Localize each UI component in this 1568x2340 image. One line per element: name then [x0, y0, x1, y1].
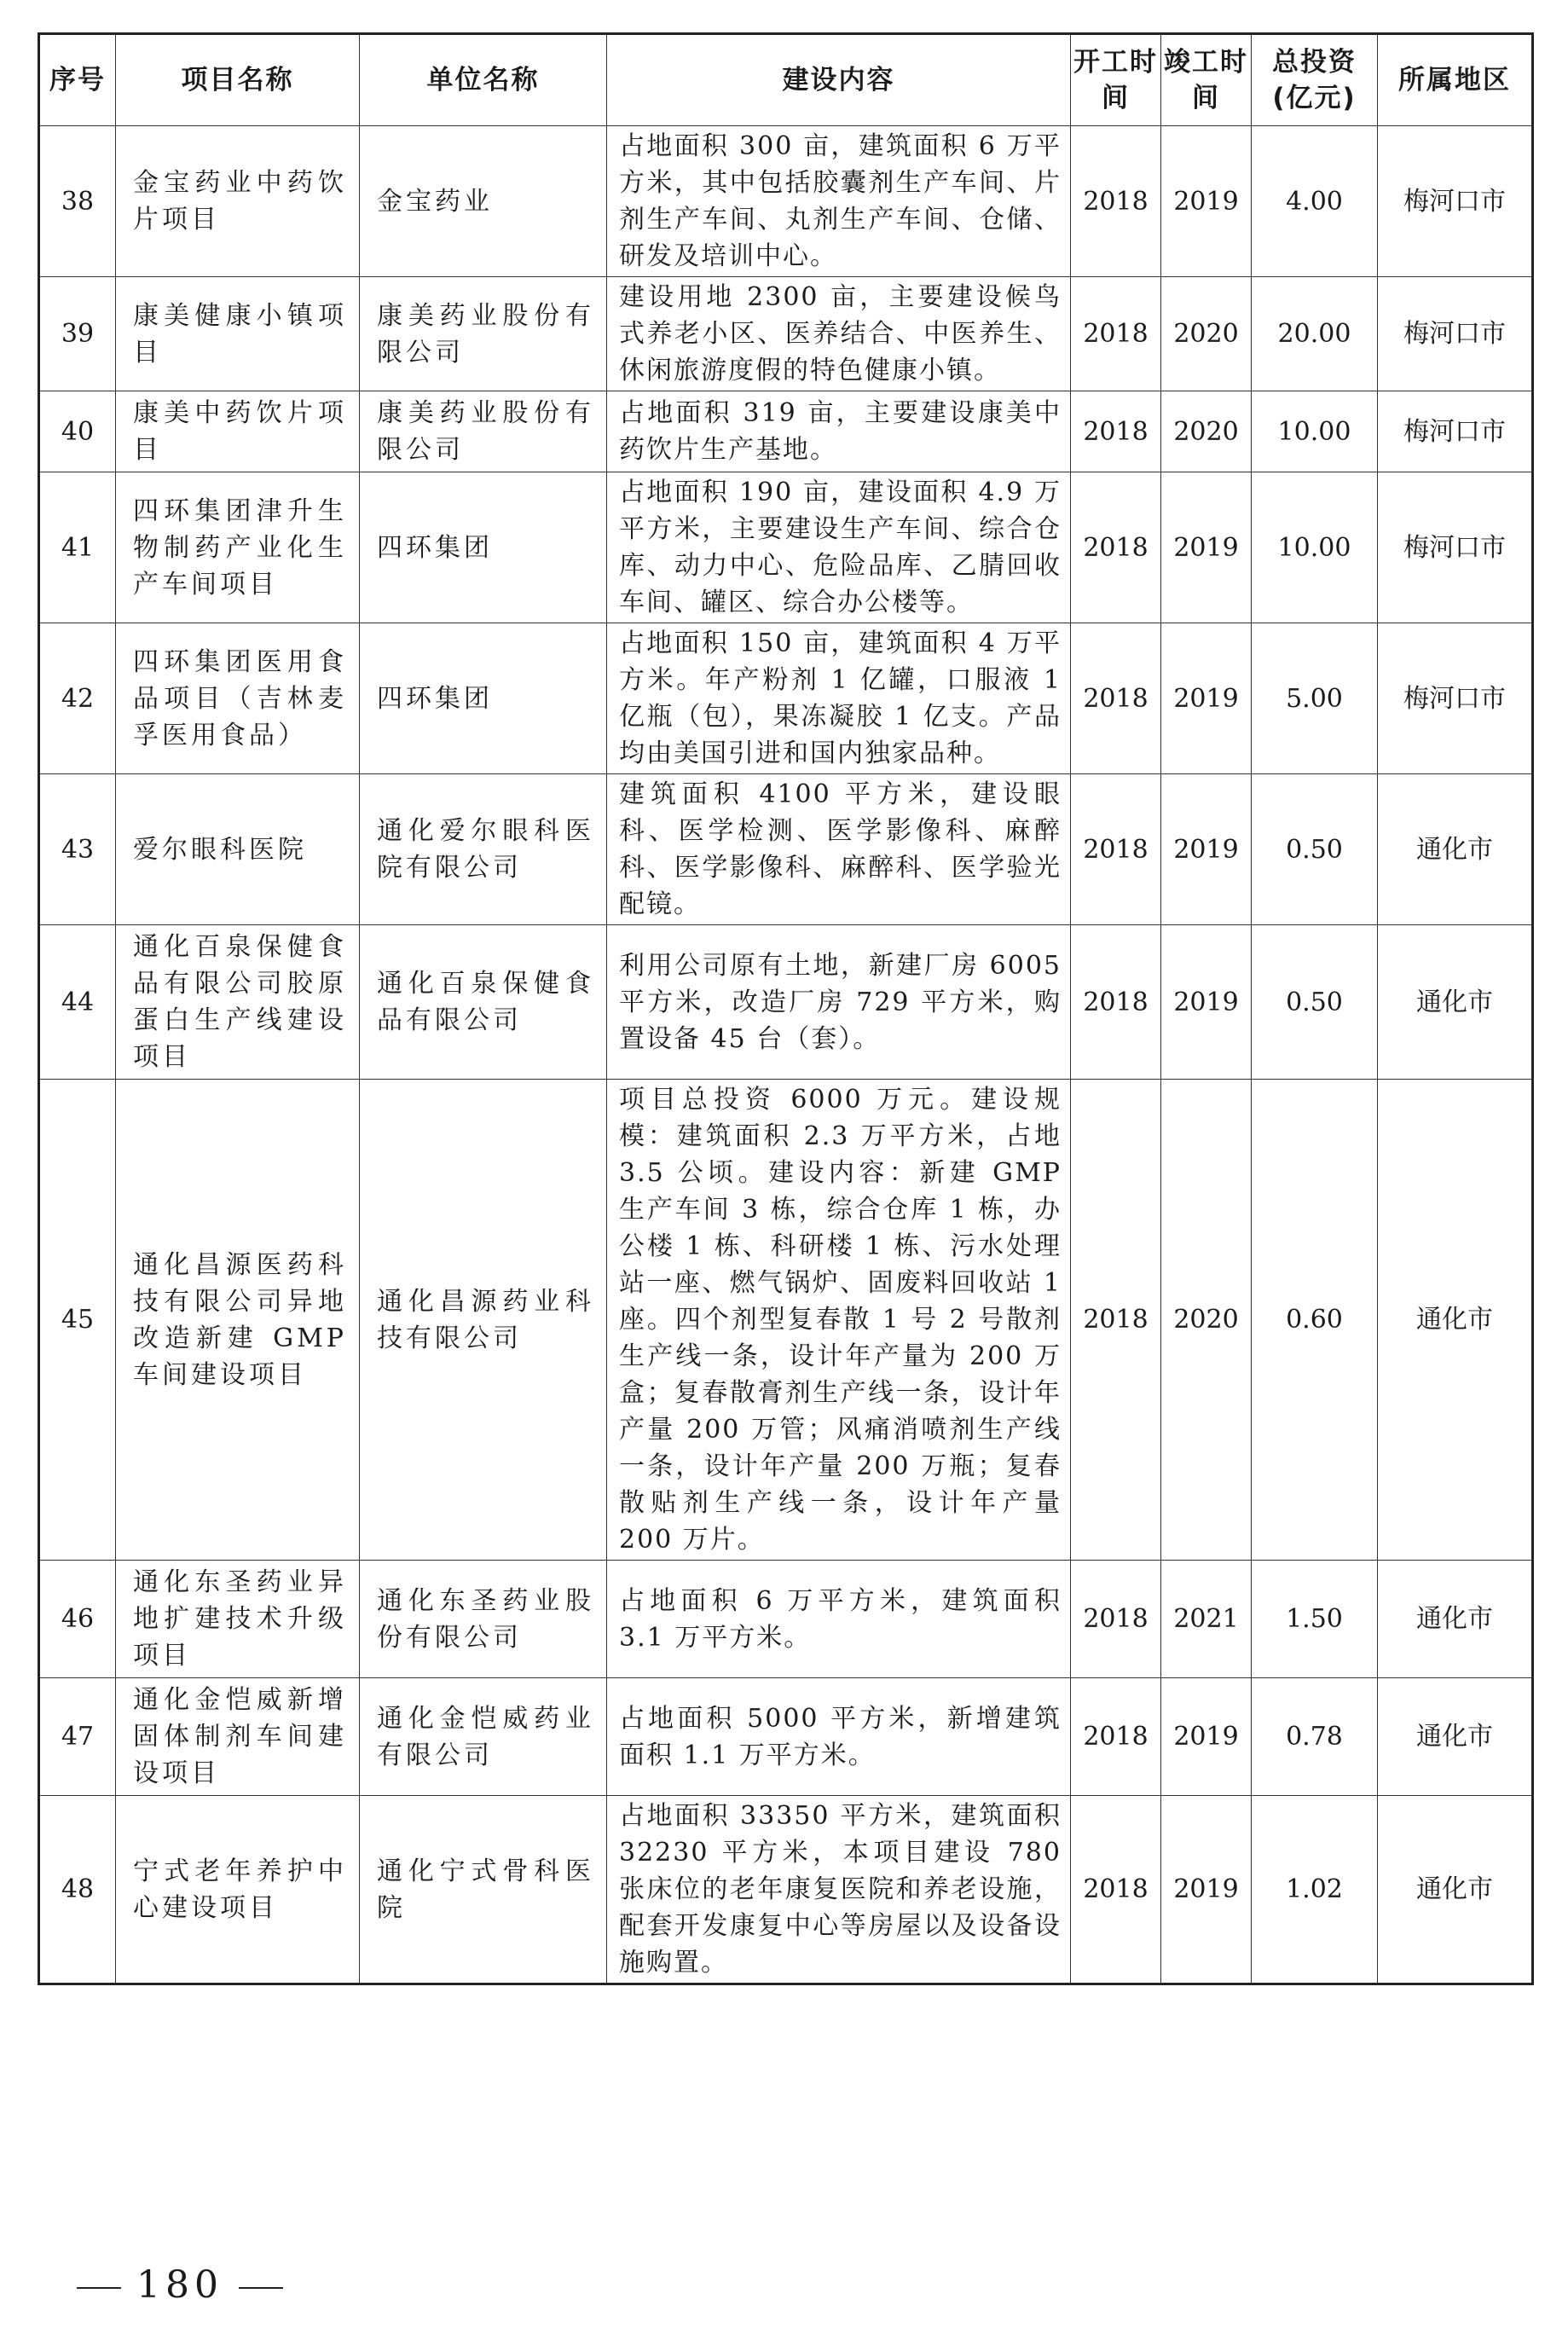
- cell-project: 康美中药饮片项目: [116, 391, 360, 472]
- cell-end: 2019: [1161, 1796, 1252, 1984]
- cell-start: 2018: [1071, 472, 1161, 623]
- cell-end: 2019: [1161, 126, 1252, 277]
- cell-end: 2019: [1161, 774, 1252, 925]
- cell-project: 四环集团津升生物制药产业化生产车间项目: [116, 472, 360, 623]
- cell-content: 建设用地 2300 亩，主要建设候鸟式养老小区、医养结合、中医养生、休闲旅游度假的特色健康小镇。: [607, 277, 1071, 391]
- cell-region: 通化市: [1378, 1796, 1533, 1984]
- cell-unit: 康美药业股份有限公司: [360, 277, 607, 391]
- page-number: 180: [136, 2263, 223, 2307]
- table-row: [39, 623, 1533, 774]
- cell-end: 2019: [1161, 472, 1252, 623]
- header-project: 项目名称: [116, 34, 360, 126]
- cell-content: 占地面积 190 亩，建设面积 4.9 万平方米，主要建设生产车间、综合仓库、动力中心、危险品库、乙腈回收车间、罐区、综合办公楼等。: [607, 472, 1071, 623]
- cell-content: 占地面积 150 亩，建筑面积 4 万平方米。年产粉剂 1 亿罐，口服液 1 亿瓶（包），果冻凝胶 1 亿支。产品均由美国引进和国内独家品种。: [607, 623, 1071, 774]
- header-invest: 总投资(亿元): [1252, 34, 1378, 126]
- cell-unit: 康美药业股份有限公司: [360, 391, 607, 472]
- cell-invest: 0.50: [1252, 774, 1378, 925]
- footer-dash-left: [77, 2287, 121, 2289]
- cell-project: 四环集团医用食品项目（吉林麦孚医用食品）: [116, 623, 360, 774]
- cell-start: 2018: [1071, 623, 1161, 774]
- table-row: [39, 1561, 1533, 1678]
- cell-content: 占地面积 33350 平方米，建筑面积 32230 平方米，本项目建设 780 张床位的老年康复医院和养老设施，配套开发康复中心等房屋以及设备设施购置。: [607, 1796, 1071, 1984]
- table-row: [39, 1796, 1533, 1984]
- page-footer: [61, 2263, 298, 2307]
- cell-unit: 通化宁式骨科医院: [360, 1796, 607, 1984]
- cell-invest: 0.78: [1252, 1678, 1378, 1796]
- cell-invest: 0.60: [1252, 1080, 1378, 1561]
- cell-unit: 通化爱尔眼科医院有限公司: [360, 774, 607, 925]
- cell-start: 2018: [1071, 1080, 1161, 1561]
- cell-end: 2019: [1161, 1678, 1252, 1796]
- cell-content: 占地面积 6 万平方米，建筑面积 3.1 万平方米。: [607, 1561, 1071, 1678]
- cell-start: 2018: [1071, 1678, 1161, 1796]
- cell-unit: 金宝药业: [360, 126, 607, 277]
- cell-region: 通化市: [1378, 1561, 1533, 1678]
- cell-project: 爱尔眼科医院: [116, 774, 360, 925]
- cell-start: 2018: [1071, 1561, 1161, 1678]
- table-row: [39, 126, 1533, 277]
- cell-seq: 42: [39, 623, 116, 774]
- header-content: 建设内容: [607, 34, 1071, 126]
- cell-invest: 5.00: [1252, 623, 1378, 774]
- cell-region: 梅河口市: [1378, 277, 1533, 391]
- cell-end: 2020: [1161, 1080, 1252, 1561]
- header-start: 开工时间: [1071, 34, 1161, 126]
- cell-content: 占地面积 5000 平方米，新增建筑面积 1.1 万平方米。: [607, 1678, 1071, 1796]
- cell-content: 建筑面积 4100 平方米，建设眼科、医学检测、医学影像科、麻醉科、医学影像科、麻醉科、医学验光配镜。: [607, 774, 1071, 925]
- cell-region: 通化市: [1378, 774, 1533, 925]
- cell-start: 2018: [1071, 277, 1161, 391]
- cell-seq: 39: [39, 277, 116, 391]
- cell-invest: 0.50: [1252, 925, 1378, 1080]
- cell-content: 占地面积 300 亩，建筑面积 6 万平方米，其中包括胶囊剂生产车间、片剂生产车间、丸剂生产车间、仓储、研发及培训中心。: [607, 126, 1071, 277]
- cell-project: 通化昌源医药科技有限公司异地改造新建 GMP 车间建设项目: [116, 1080, 360, 1561]
- cell-content: 占地面积 319 亩，主要建设康美中药饮片生产基地。: [607, 391, 1071, 472]
- cell-seq: 45: [39, 1080, 116, 1561]
- table-row: [39, 472, 1533, 623]
- cell-region: 梅河口市: [1378, 391, 1533, 472]
- table-row: [39, 391, 1533, 472]
- cell-project: 通化东圣药业异地扩建技术升级项目: [116, 1561, 360, 1678]
- cell-project: 金宝药业中药饮片项目: [116, 126, 360, 277]
- cell-invest: 10.00: [1252, 391, 1378, 472]
- cell-seq: 44: [39, 925, 116, 1080]
- cell-start: 2018: [1071, 126, 1161, 277]
- project-table-container: [38, 32, 1531, 1985]
- cell-invest: 10.00: [1252, 472, 1378, 623]
- footer-dash-right: [239, 2287, 283, 2289]
- project-table: [38, 32, 1534, 1985]
- table-row: [39, 1080, 1533, 1561]
- cell-start: 2018: [1071, 774, 1161, 925]
- cell-project: 宁式老年养护中心建设项目: [116, 1796, 360, 1984]
- cell-unit: 四环集团: [360, 623, 607, 774]
- cell-unit: 通化东圣药业股份有限公司: [360, 1561, 607, 1678]
- cell-region: 梅河口市: [1378, 623, 1533, 774]
- table-header-row: [39, 34, 1533, 126]
- cell-end: 2019: [1161, 925, 1252, 1080]
- cell-content: 项目总投资 6000 万元。建设规模：建筑面积 2.3 万平方米，占地 3.5 公顷。建设内容：新建 GMP 生产车间 3 栋，综合仓库 1 栋，办公楼 1 栋、科研楼 1 栋、污水处理站一座、燃气锅炉、固废料回收站 1 座。四个剂型复春散 1 号 2 号散剂生产线一条，设计年产量为 200 万盒；复春散膏剂生产线一条，设计年产量 200 万管；风痛消喷剂生产线一条，设计年产量 200 万瓶；复春散贴剂生产线一条，设计年产量 200 万片。: [607, 1080, 1071, 1561]
- cell-unit: 通化百泉保健食品有限公司: [360, 925, 607, 1080]
- cell-unit: 四环集团: [360, 472, 607, 623]
- cell-start: 2018: [1071, 925, 1161, 1080]
- cell-project: 康美健康小镇项目: [116, 277, 360, 391]
- header-unit: 单位名称: [360, 34, 607, 126]
- cell-seq: 40: [39, 391, 116, 472]
- cell-seq: 41: [39, 472, 116, 623]
- header-region: 所属地区: [1378, 34, 1533, 126]
- cell-start: 2018: [1071, 1796, 1161, 1984]
- cell-end: 2021: [1161, 1561, 1252, 1678]
- cell-seq: 48: [39, 1796, 116, 1984]
- table-row: [39, 277, 1533, 391]
- header-end: 竣工时间: [1161, 34, 1252, 126]
- cell-region: 梅河口市: [1378, 472, 1533, 623]
- cell-invest: 1.02: [1252, 1796, 1378, 1984]
- cell-invest: 4.00: [1252, 126, 1378, 277]
- cell-invest: 20.00: [1252, 277, 1378, 391]
- cell-seq: 43: [39, 774, 116, 925]
- cell-invest: 1.50: [1252, 1561, 1378, 1678]
- cell-unit: 通化昌源药业科技有限公司: [360, 1080, 607, 1561]
- table-row: [39, 1678, 1533, 1796]
- cell-end: 2020: [1161, 277, 1252, 391]
- table-row: [39, 925, 1533, 1080]
- table-row: [39, 774, 1533, 925]
- cell-region: 通化市: [1378, 1080, 1533, 1561]
- cell-region: 通化市: [1378, 1678, 1533, 1796]
- cell-region: 通化市: [1378, 925, 1533, 1080]
- cell-content: 利用公司原有土地，新建厂房 6005 平方米，改造厂房 729 平方米，购置设备 45 台（套）。: [607, 925, 1071, 1080]
- cell-seq: 47: [39, 1678, 116, 1796]
- cell-unit: 通化金恺威药业有限公司: [360, 1678, 607, 1796]
- cell-region: 梅河口市: [1378, 126, 1533, 277]
- cell-start: 2018: [1071, 391, 1161, 472]
- header-seq: 序号: [39, 34, 116, 126]
- cell-end: 2020: [1161, 391, 1252, 472]
- cell-project: 通化百泉保健食品有限公司胶原蛋白生产线建设项目: [116, 925, 360, 1080]
- cell-seq: 38: [39, 126, 116, 277]
- cell-project: 通化金恺威新增固体制剂车间建设项目: [116, 1678, 360, 1796]
- cell-end: 2019: [1161, 623, 1252, 774]
- cell-seq: 46: [39, 1561, 116, 1678]
